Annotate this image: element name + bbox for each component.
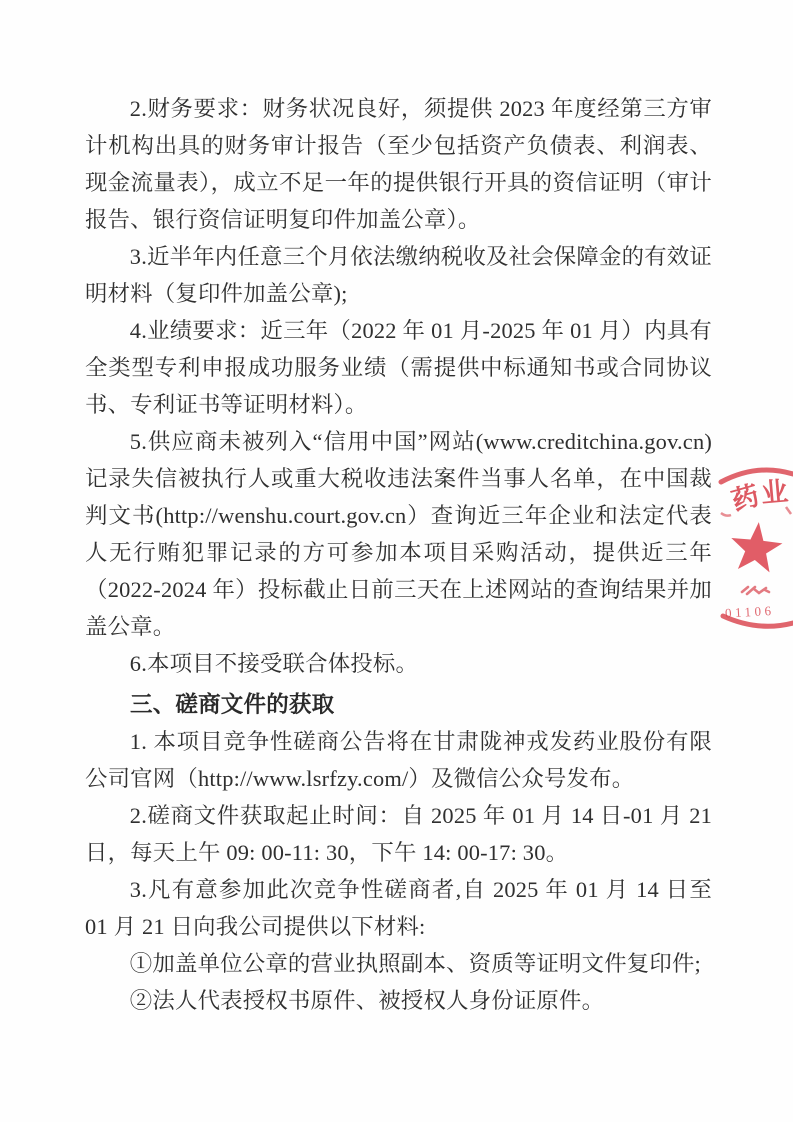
- para-item-authorization-originals: ②法人代表授权书原件、被授权人身份证原件。: [129, 988, 605, 1013]
- para-credit-china-check: 5.供应商未被列入“信用中国”网站(www.creditchina.gov.cn)记录失信被执行人或重大税收违法案件当事人名单，在中国裁判文书(http://wenshu.court.gov.cn）查询近三年企业和法定代表人无行贿犯罪记录的方可参加本项目采购活动，提供近三年（2022-2024 年）投标截止日前三天在上述网站的查询结果并加盖公章。: [85, 429, 712, 639]
- seal-top-arc: [721, 470, 793, 482]
- seal-partial-char-mark: [721, 513, 731, 516]
- para-document-acquisition-time: 2.磋商文件获取起止时间：自 2025 年 01 月 14 日-01 月 21 日，每天上午 09: 00-11: 30，下午 14: 00-17: 30。: [85, 803, 712, 865]
- company-seal-graphic: [713, 455, 793, 635]
- seal-serial-number: 01106: [724, 602, 775, 621]
- seal-partial-char-mark-right: [786, 507, 791, 514]
- seal-arc-char-ye: 业: [759, 476, 790, 509]
- para-tax-social-security: 3.近半年内任意三个月依法缴纳税收及社会保障金的有效证明材料（复印件加盖公章);: [85, 244, 712, 306]
- para-financial-requirements: 2.财务要求：财务状况良好，须提供 2023 年度经第三方审计机构出具的财务审计报告（至少包括资产负债表、利润表、现金流量表），成立不足一年的提供银行开具的资信证明（审计报告、银行资信证明复印件加盖公章）。: [85, 96, 712, 232]
- document-body: [85, 90, 712, 1019]
- para-announcement-channels: 1. 本项目竞争性磋商公告将在甘肃陇神戎发药业股份有限公司官网（http://www.lsrfzy.com/）及微信公众号发布。: [85, 729, 712, 791]
- seal-arc-char-yao: 药: [728, 480, 763, 517]
- para-performance-requirements: 4.业绩要求：近三年（2022 年 01 月-2025 年 01 月）内具有全类型专利申报成功服务业绩（需提供中标通知书或合同协议书、专利证书等证明材料）。: [85, 318, 712, 417]
- seal-bottom-arc: [723, 616, 793, 626]
- para-item-business-license-copy: ①加盖单位公章的营业执照副本、资质等证明文件复印件;: [129, 951, 701, 976]
- seal-star-icon: [728, 519, 784, 573]
- seal-ink-smudge: [742, 587, 769, 594]
- para-materials-to-provide: 3.凡有意参加此次竞争性磋商者,自 2025 年 01 月 14 日至 01 月 21 日向我公司提供以下材料:: [85, 877, 712, 939]
- company-seal: [713, 455, 793, 635]
- heading-section-three-document-acquisition: 三、磋商文件的获取: [130, 692, 335, 717]
- para-no-consortium-bids: 6.本项目不接受联合体投标。: [129, 651, 419, 676]
